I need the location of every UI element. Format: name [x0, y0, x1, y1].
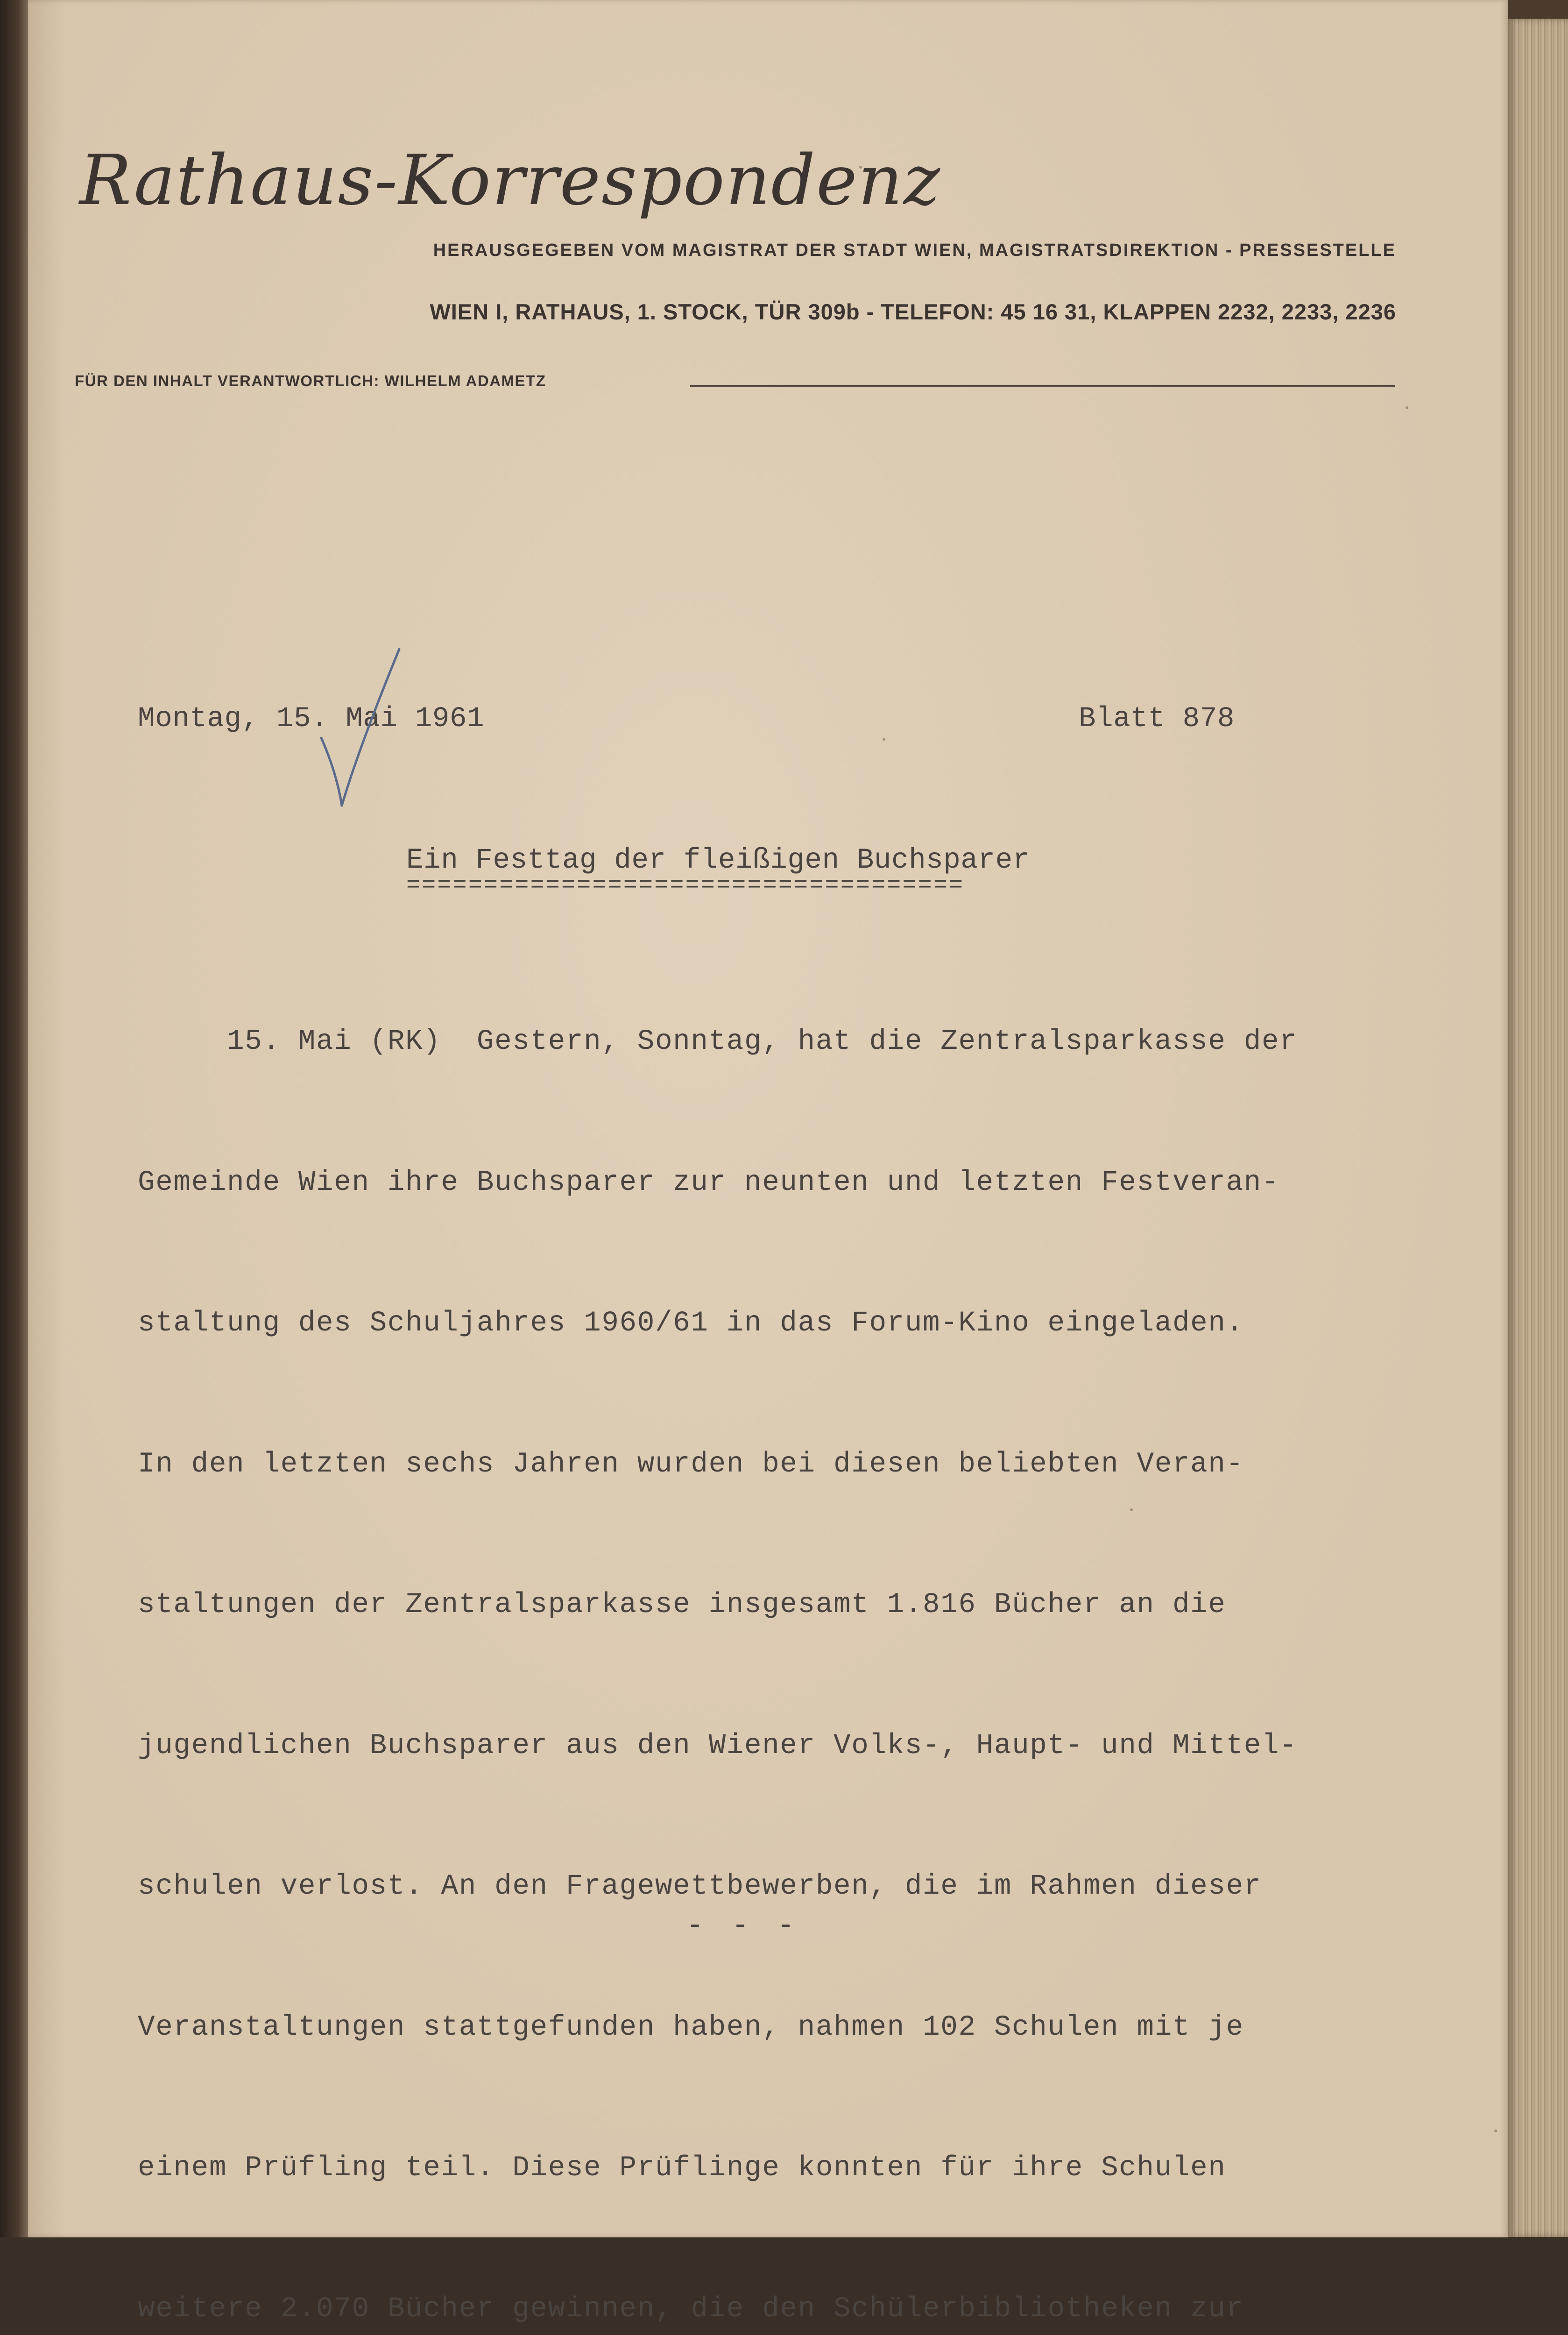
- masthead-title: Rathaus-Korrespondenz: [79, 140, 941, 220]
- body-line: Veranstaltungen stattgefunden haben, nahmen 102 Schulen mit je: [138, 2011, 1244, 2044]
- body-line: weitere 2.070 Bücher gewinnen, die den Schülerbibliotheken zur: [138, 2293, 1244, 2325]
- body-line: staltung des Schuljahres 1960/61 in das Forum-Kino eingeladen.: [138, 1307, 1244, 1339]
- paper-speck: [883, 738, 885, 741]
- headline-underline: ====================================: [406, 872, 965, 899]
- book-page-edges: [1508, 19, 1568, 2237]
- paper-speck: [1494, 2130, 1497, 2132]
- address-line: WIEN I, RATHAUS, 1. STOCK, TÜR 309b - TELEFON: 45 16 31, KLAPPEN 2232, 2233, 2236: [430, 299, 1396, 324]
- pencil-check-mark-icon: [318, 644, 411, 813]
- body-line: jugendlichen Buchsparer aus den Wiener Volks-, Haupt- und Mittel-: [138, 1729, 1298, 1762]
- paper-speck: [859, 166, 862, 169]
- sheet-number: Blatt 878: [1079, 703, 1235, 735]
- body-line: staltungen der Zentralsparkasse insgesamt 1.816 Bücher an die: [138, 1589, 1226, 1621]
- paper-speck: [1406, 406, 1408, 409]
- article-body: [138, 925, 1445, 2335]
- book-top-shadow: [1508, 0, 1568, 19]
- publisher-line: HERAUSGEGEBEN VOM MAGISTRAT DER STADT WIEN, MAGISTRATSDIREKTION - PRESSESTELLE: [433, 241, 1396, 260]
- end-mark: - - -: [686, 1910, 800, 1942]
- body-line: schulen verlost. An den Fragewettbewerben, die im Rahmen dieser: [138, 1870, 1262, 1903]
- paper-speck: [1130, 1508, 1133, 1511]
- body-line: In den letzten sechs Jahren wurden bei diesen beliebten Veran-: [138, 1448, 1244, 1480]
- responsible-editor-line: FÜR DEN INHALT VERANTWORTLICH: WILHELM ADAMETZ: [75, 372, 546, 389]
- body-line: 15. Mai (RK) Gestern, Sonntag, hat die Zentralsparkasse der: [138, 1026, 1298, 1058]
- dateline: Montag, 15. Mai 1961: [138, 703, 485, 735]
- letterhead-rule: [690, 385, 1395, 387]
- body-line: Gemeinde Wien ihre Buchsparer zur neunten und letzten Festveran-: [138, 1166, 1280, 1199]
- article-headline: Ein Festtag der fleißigen Buchsparer: [406, 844, 1030, 877]
- body-line: einem Prüfling teil. Diese Prüflinge konnten für ihre Schulen: [138, 2152, 1226, 2184]
